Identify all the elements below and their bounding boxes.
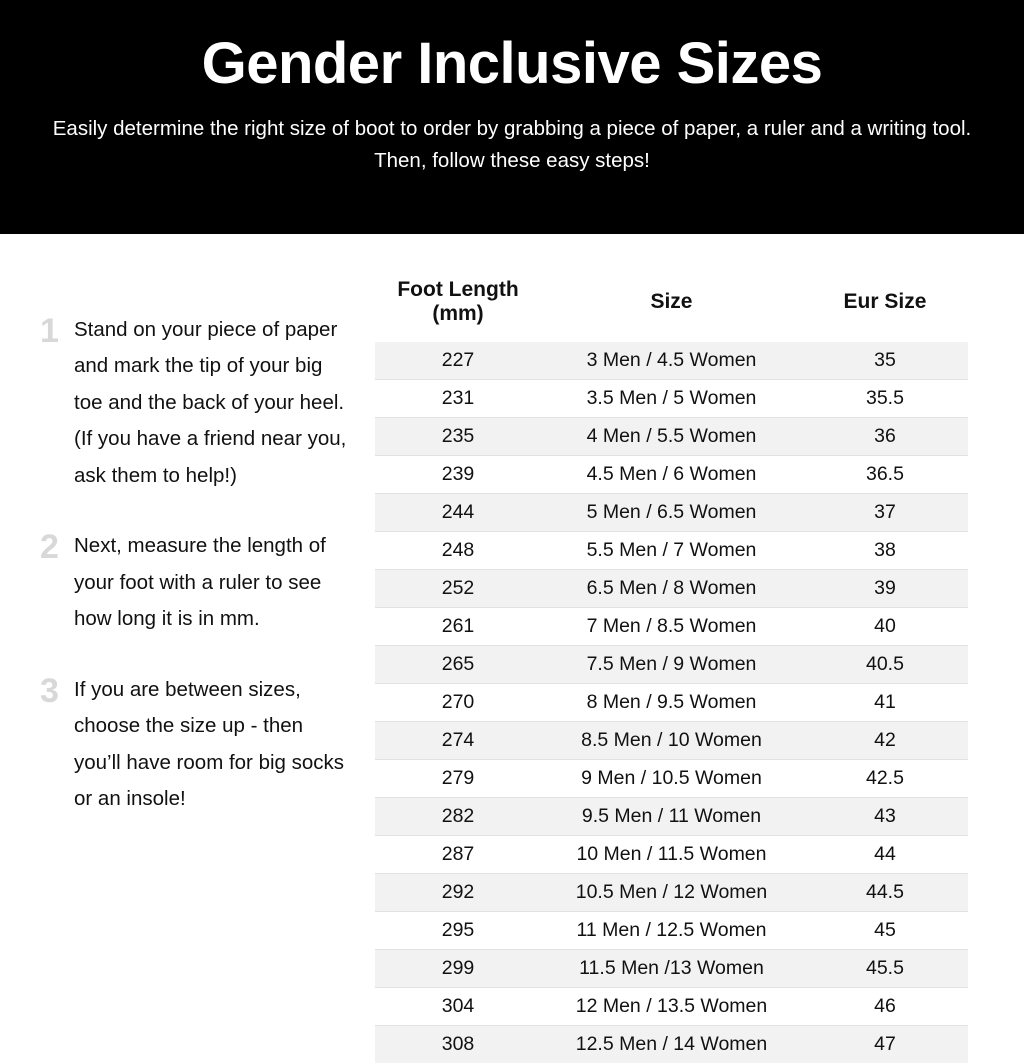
size-table-body <box>375 342 968 1063</box>
step-number: 3 <box>40 672 74 708</box>
table-row <box>375 950 968 988</box>
step-text: Stand on your piece of paper and mark the tip of your big toe and the back of your heel. (If you have a friend near you, ask them to help!) <box>74 312 351 494</box>
cell-size: 3 Men / 4.5 Women <box>541 342 802 380</box>
cell-eur-size: 41 <box>802 684 968 722</box>
cell-eur-size: 36.5 <box>802 456 968 494</box>
table-row <box>375 1026 968 1063</box>
cell-foot-length: 231 <box>375 380 541 418</box>
cell-foot-length: 265 <box>375 646 541 684</box>
cell-foot-length: 239 <box>375 456 541 494</box>
cell-eur-size: 43 <box>802 798 968 836</box>
cell-size: 10 Men / 11.5 Women <box>541 836 802 874</box>
cell-foot-length: 299 <box>375 950 541 988</box>
column-header-foot-length: Foot Length (mm) <box>375 272 541 342</box>
cell-eur-size: 38 <box>802 532 968 570</box>
cell-size: 10.5 Men / 12 Women <box>541 874 802 912</box>
cell-foot-length: 270 <box>375 684 541 722</box>
cell-foot-length: 235 <box>375 418 541 456</box>
cell-eur-size: 46 <box>802 988 968 1026</box>
step-number: 1 <box>40 312 74 348</box>
cell-foot-length: 252 <box>375 570 541 608</box>
table-row <box>375 798 968 836</box>
cell-size: 4 Men / 5.5 Women <box>541 418 802 456</box>
cell-eur-size: 36 <box>802 418 968 456</box>
cell-size: 4.5 Men / 6 Women <box>541 456 802 494</box>
table-row <box>375 342 968 380</box>
step-text: If you are between sizes, choose the size up - then you’ll have room for big socks or an insole! <box>74 672 351 818</box>
table-row <box>375 912 968 950</box>
cell-foot-length: 287 <box>375 836 541 874</box>
page-content <box>0 234 1024 1063</box>
cell-size: 12.5 Men / 14 Women <box>541 1026 802 1063</box>
instruction-step <box>40 312 351 494</box>
cell-size: 3.5 Men / 5 Women <box>541 380 802 418</box>
cell-eur-size: 37 <box>802 494 968 532</box>
size-table-head <box>375 272 968 342</box>
cell-eur-size: 44.5 <box>802 874 968 912</box>
table-header-row <box>375 272 968 342</box>
table-row <box>375 380 968 418</box>
step-text: Next, measure the length of your foot with a ruler to see how long it is in mm. <box>74 528 351 637</box>
cell-eur-size: 35.5 <box>802 380 968 418</box>
cell-size: 7.5 Men / 9 Women <box>541 646 802 684</box>
cell-eur-size: 40 <box>802 608 968 646</box>
cell-size: 8.5 Men / 10 Women <box>541 722 802 760</box>
column-header-size: Size <box>541 272 802 342</box>
instruction-step <box>40 672 351 818</box>
table-row <box>375 570 968 608</box>
table-row <box>375 456 968 494</box>
table-row <box>375 836 968 874</box>
cell-size: 8 Men / 9.5 Women <box>541 684 802 722</box>
cell-foot-length: 295 <box>375 912 541 950</box>
page-subtitle: Easily determine the right size of boot to order by grabbing a piece of paper, a ruler and a writing tool. Then, follow these easy steps! <box>47 113 977 177</box>
step-number: 2 <box>40 528 74 564</box>
table-row <box>375 988 968 1026</box>
cell-foot-length: 274 <box>375 722 541 760</box>
instructions-list <box>0 234 375 852</box>
cell-eur-size: 42 <box>802 722 968 760</box>
cell-size: 9 Men / 10.5 Women <box>541 760 802 798</box>
page-title: Gender Inclusive Sizes <box>30 34 994 95</box>
instruction-step <box>40 528 351 637</box>
cell-foot-length: 279 <box>375 760 541 798</box>
cell-size: 5 Men / 6.5 Women <box>541 494 802 532</box>
cell-foot-length: 292 <box>375 874 541 912</box>
cell-eur-size: 47 <box>802 1026 968 1063</box>
cell-eur-size: 39 <box>802 570 968 608</box>
page-header <box>0 0 1024 234</box>
cell-foot-length: 261 <box>375 608 541 646</box>
cell-foot-length: 304 <box>375 988 541 1026</box>
cell-size: 5.5 Men / 7 Women <box>541 532 802 570</box>
table-row <box>375 722 968 760</box>
table-row <box>375 494 968 532</box>
cell-size: 12 Men / 13.5 Women <box>541 988 802 1026</box>
table-row <box>375 874 968 912</box>
table-row <box>375 760 968 798</box>
table-row <box>375 608 968 646</box>
cell-foot-length: 248 <box>375 532 541 570</box>
table-row <box>375 532 968 570</box>
table-row <box>375 684 968 722</box>
size-table <box>375 272 968 1063</box>
cell-foot-length: 227 <box>375 342 541 380</box>
cell-foot-length: 282 <box>375 798 541 836</box>
table-row <box>375 646 968 684</box>
cell-size: 6.5 Men / 8 Women <box>541 570 802 608</box>
column-header-eur-size: Eur Size <box>802 272 968 342</box>
cell-foot-length: 244 <box>375 494 541 532</box>
cell-foot-length: 308 <box>375 1026 541 1063</box>
cell-eur-size: 45.5 <box>802 950 968 988</box>
cell-eur-size: 45 <box>802 912 968 950</box>
cell-size: 9.5 Men / 11 Women <box>541 798 802 836</box>
size-table-container <box>375 234 1024 1063</box>
cell-eur-size: 40.5 <box>802 646 968 684</box>
cell-size: 11.5 Men /13 Women <box>541 950 802 988</box>
table-row <box>375 418 968 456</box>
cell-eur-size: 35 <box>802 342 968 380</box>
cell-eur-size: 44 <box>802 836 968 874</box>
cell-eur-size: 42.5 <box>802 760 968 798</box>
cell-size: 11 Men / 12.5 Women <box>541 912 802 950</box>
cell-size: 7 Men / 8.5 Women <box>541 608 802 646</box>
